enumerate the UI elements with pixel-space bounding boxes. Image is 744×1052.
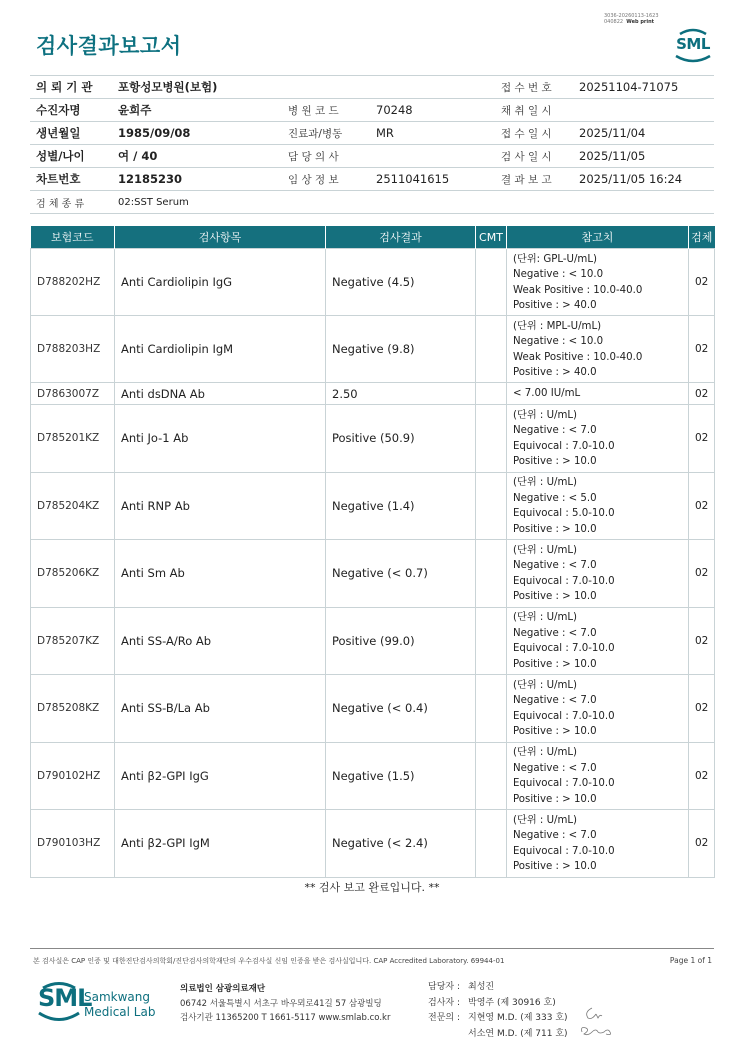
- result-item: Anti SS-A/Ro Ab: [115, 607, 326, 675]
- reference-line: Positive : > 10.0: [513, 726, 597, 738]
- result-cmt: [476, 742, 507, 810]
- birth-value: 1985/09/08: [112, 122, 282, 145]
- col-header-spec: 검체: [689, 226, 715, 249]
- result-value: Negative (4.5): [326, 249, 476, 316]
- receipt-no-value: 20251104-71075: [573, 76, 714, 99]
- result-cmt: [476, 675, 507, 743]
- print-label: Web print: [626, 19, 655, 25]
- specimen-label: 검 체 종 류: [30, 191, 112, 214]
- reference-line: (단위: GPL-U/mL): [513, 253, 598, 265]
- reference-line: Positive : > 10.0: [513, 456, 597, 468]
- result-reference: [507, 383, 689, 405]
- footer-logo-line2: Medical Lab: [84, 1005, 156, 1019]
- result-item: Anti β2-GPI IgM: [115, 810, 326, 878]
- result-item: Anti Cardiolipin IgG: [115, 249, 326, 316]
- reference-line: Negative : < 7.0: [513, 627, 597, 639]
- reference-line: Positive : > 40.0: [513, 300, 597, 311]
- result-row: [31, 383, 715, 405]
- reference-line: (단위 : U/mL): [513, 477, 578, 489]
- collect-date-value: [573, 99, 714, 122]
- report-date-label: 결 과 보 고: [495, 168, 573, 191]
- reference-line: (단위 : U/mL): [513, 679, 578, 691]
- result-item: Anti Sm Ab: [115, 540, 326, 608]
- staff-row: [428, 996, 568, 1012]
- reference-line: Weak Positive : 10.0-40.0: [513, 351, 643, 363]
- result-item: Anti Jo-1 Ab: [115, 405, 326, 473]
- result-value: 2.50: [326, 383, 476, 405]
- page-number: Page 1 of 1: [669, 956, 712, 965]
- requester-label: 의 뢰 기 관: [30, 76, 112, 99]
- receipt-date-label: 접 수 일 시: [495, 122, 573, 145]
- result-specimen: 02: [689, 742, 715, 810]
- requester-value: 포항성모병원(보험): [112, 76, 495, 99]
- result-reference: [507, 405, 689, 473]
- col-header-code: 보험코드: [31, 226, 115, 249]
- result-code: D790102HZ: [31, 742, 115, 810]
- reference-line: (단위 : U/mL): [513, 747, 578, 759]
- col-header-ref: 참고치: [507, 226, 689, 249]
- reference-line: Equivocal : 7.0-10.0: [513, 440, 615, 452]
- collect-date-label: 채 취 일 시: [495, 99, 573, 122]
- hospital-code-label: 병 원 코 드: [282, 99, 370, 122]
- result-code: D785207KZ: [31, 607, 115, 675]
- result-row: [31, 316, 715, 383]
- result-reference: [507, 810, 689, 878]
- reference-line: (단위 : U/mL): [513, 544, 578, 556]
- print-id: [604, 13, 659, 25]
- footer-divider: [30, 948, 714, 949]
- sex-age-label: 성별/나이: [30, 145, 112, 168]
- result-item: Anti dsDNA Ab: [115, 383, 326, 405]
- result-value: Negative (< 0.7): [326, 540, 476, 608]
- signature-icon: [578, 1004, 618, 1040]
- staff-role: 전문의 :: [428, 1013, 460, 1023]
- result-specimen: 02: [689, 405, 715, 473]
- reference-line: Positive : > 10.0: [513, 793, 597, 805]
- result-reference: [507, 540, 689, 608]
- report-complete-note: ** 검사 보고 완료입니다. **: [304, 881, 440, 894]
- result-row: [31, 810, 715, 878]
- report-title: 검사결과보고서: [36, 34, 182, 58]
- test-date-value: 2025/11/05: [573, 145, 714, 168]
- print-id-line1: 3036-20260113-1623: [604, 13, 659, 19]
- cert-text: 본 검사실은 CAP 인증 및 대한진단검사의학회/진단검사의학재단의 우수검사실 신임 인증을 받은 검사실입니다. CAP Accredited Laboratory. 69944-01: [33, 957, 505, 965]
- result-row: [31, 540, 715, 608]
- receipt-date-value: 2025/11/04: [573, 122, 714, 145]
- result-value: Negative (9.8): [326, 316, 476, 383]
- clinical-label: 임 상 정 보: [282, 168, 370, 191]
- corp-address: 06742 서울특별시 서초구 바우뫼로41길 57 삼광빌딩: [180, 998, 382, 1009]
- result-cmt: [476, 472, 507, 540]
- result-item: Anti β2-GPI IgG: [115, 742, 326, 810]
- reference-line: (단위 : U/mL): [513, 409, 578, 421]
- result-row: [31, 675, 715, 743]
- result-specimen: 02: [689, 249, 715, 316]
- footer-logo-line1: Samkwang: [84, 990, 150, 1004]
- corp-info: [180, 982, 390, 1026]
- result-code: D785204KZ: [31, 472, 115, 540]
- reference-line: < 7.00 IU/mL: [513, 388, 581, 400]
- staff-row: [428, 1011, 568, 1027]
- result-row: [31, 742, 715, 810]
- receipt-no-label: 접 수 번 호: [495, 76, 573, 99]
- corp-name: 의료법인 삼광의료재단: [180, 984, 266, 994]
- reference-line: Negative : < 7.0: [513, 425, 597, 437]
- reference-line: Positive : > 10.0: [513, 658, 597, 670]
- footer-logo-big: SML: [38, 984, 92, 1012]
- result-reference: [507, 249, 689, 316]
- reference-line: (단위 : MPL-U/mL): [513, 320, 602, 332]
- reference-line: (단위 : U/mL): [513, 814, 578, 826]
- result-code: D788203HZ: [31, 316, 115, 383]
- reference-line: Negative : < 7.0: [513, 830, 597, 842]
- dept-value: MR: [370, 122, 495, 145]
- result-item: Anti SS-B/La Ab: [115, 675, 326, 743]
- result-value: Negative (1.4): [326, 472, 476, 540]
- staff-row: [428, 980, 568, 996]
- reference-line: Negative : < 7.0: [513, 762, 597, 774]
- chart-label: 차트번호: [30, 168, 112, 191]
- birth-label: 생년월일: [30, 122, 112, 145]
- staff-name: 지현영 M.D. (제 333 호): [468, 1013, 568, 1023]
- staff-role: 검사자 :: [428, 997, 460, 1008]
- reference-line: Equivocal : 7.0-10.0: [513, 710, 615, 722]
- col-header-item: 검사항목: [115, 226, 326, 249]
- result-value: Negative (< 2.4): [326, 810, 476, 878]
- reference-line: Negative : < 10.0: [513, 269, 604, 280]
- reference-line: Positive : > 10.0: [513, 861, 597, 873]
- result-specimen: 02: [689, 472, 715, 540]
- result-value: Negative (1.5): [326, 742, 476, 810]
- result-code: D7863007Z: [31, 383, 115, 405]
- patient-info-table: [30, 75, 714, 214]
- result-value: Negative (< 0.4): [326, 675, 476, 743]
- reference-line: Negative : < 10.0: [513, 336, 604, 347]
- clinical-value: 2511041615: [370, 168, 495, 191]
- staff-name: 서소연 M.D. (제 711 호): [468, 1028, 568, 1039]
- col-header-cmt: CMT: [476, 226, 507, 249]
- reference-line: Negative : < 7.0: [513, 695, 597, 707]
- dept-label: 진료과/병동: [282, 122, 370, 145]
- reference-line: Equivocal : 5.0-10.0: [513, 508, 615, 520]
- result-specimen: 02: [689, 316, 715, 383]
- result-reference: [507, 742, 689, 810]
- test-date-label: 검 사 일 시: [495, 145, 573, 168]
- footer-logo: [36, 980, 176, 1028]
- reference-line: Negative : < 7.0: [513, 560, 597, 572]
- sex-age-value: 여 / 40: [112, 145, 282, 168]
- result-item: Anti Cardiolipin IgM: [115, 316, 326, 383]
- result-specimen: 02: [689, 675, 715, 743]
- result-item: Anti RNP Ab: [115, 472, 326, 540]
- reference-line: Equivocal : 7.0-10.0: [513, 643, 615, 655]
- results-table: [30, 226, 715, 878]
- staff-list: [428, 980, 568, 1042]
- result-cmt: [476, 405, 507, 473]
- result-specimen: 02: [689, 607, 715, 675]
- doctor-value: [370, 145, 495, 168]
- patient-value: 윤희주: [112, 99, 282, 122]
- result-reference: [507, 316, 689, 383]
- specimen-value: 02:SST Serum: [112, 191, 714, 214]
- result-specimen: 02: [689, 383, 715, 405]
- result-code: D788202HZ: [31, 249, 115, 316]
- staff-name: 최성진: [468, 982, 495, 992]
- result-code: D785201KZ: [31, 405, 115, 473]
- result-reference: [507, 675, 689, 743]
- reference-line: Equivocal : 7.0-10.0: [513, 778, 615, 790]
- report-date-value: 2025/11/05 16:24: [573, 168, 714, 191]
- reference-line: Positive : > 10.0: [513, 523, 597, 535]
- chart-value: 12185230: [112, 168, 282, 191]
- result-cmt: [476, 249, 507, 316]
- corp-contact: 검사기관 11365200 T 1661-5117 www.smlab.co.kr: [180, 1013, 391, 1023]
- result-row: [31, 249, 715, 316]
- result-cmt: [476, 540, 507, 608]
- result-cmt: [476, 383, 507, 405]
- hospital-code-value: 70248: [370, 99, 495, 122]
- patient-label: 수진자명: [30, 99, 112, 122]
- result-row: [31, 472, 715, 540]
- result-row: [31, 607, 715, 675]
- result-reference: [507, 607, 689, 675]
- sml-logo: [672, 26, 714, 64]
- result-code: D785206KZ: [31, 540, 115, 608]
- result-code: D785208KZ: [31, 675, 115, 743]
- result-code: D790103HZ: [31, 810, 115, 878]
- result-value: Positive (50.9): [326, 405, 476, 473]
- result-cmt: [476, 316, 507, 383]
- reference-line: Equivocal : 7.0-10.0: [513, 575, 615, 587]
- staff-role: 담당자 :: [428, 982, 460, 992]
- staff-name: 박영주 (제 30916 호): [468, 997, 556, 1008]
- reference-line: Positive : > 40.0: [513, 367, 597, 378]
- reference-line: Negative : < 5.0: [513, 492, 597, 504]
- result-reference: [507, 472, 689, 540]
- result-cmt: [476, 607, 507, 675]
- results-header-row: [31, 226, 715, 249]
- doctor-label: 담 당 의 사: [282, 145, 370, 168]
- staff-row: [428, 1027, 568, 1043]
- logo-text: SML: [676, 35, 710, 53]
- reference-line: Positive : > 10.0: [513, 591, 597, 603]
- result-cmt: [476, 810, 507, 878]
- col-header-result: 검사결과: [326, 226, 476, 249]
- reference-line: Weak Positive : 10.0-40.0: [513, 284, 643, 296]
- result-specimen: 02: [689, 540, 715, 608]
- print-id-line2: 040822: [604, 19, 624, 25]
- result-row: [31, 405, 715, 473]
- reference-line: (단위 : U/mL): [513, 612, 578, 624]
- reference-line: Equivocal : 7.0-10.0: [513, 845, 615, 857]
- result-value: Positive (99.0): [326, 607, 476, 675]
- result-specimen: 02: [689, 810, 715, 878]
